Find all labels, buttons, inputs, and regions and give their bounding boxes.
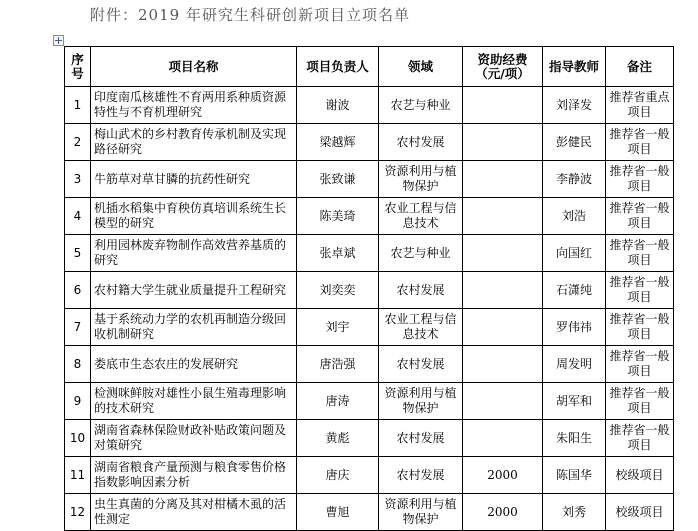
cell-advisor: 朱阳生 [543, 420, 606, 457]
cell-funding [463, 420, 543, 457]
project-list-table [64, 46, 674, 531]
cell-note: 推荐省一般项目 [606, 272, 674, 309]
table-row [65, 309, 674, 346]
cell-leader: 张致谦 [297, 161, 379, 198]
table-row [65, 420, 674, 457]
cell-note: 校级项目 [606, 494, 674, 531]
cell-funding [463, 198, 543, 235]
cell-field: 农村发展 [379, 124, 463, 161]
cell-project-name: 娄底市生态农庄的发展研究 [91, 346, 297, 383]
cell-project-name: 基于系统动力学的农机再制造分级回收机制研究 [91, 309, 297, 346]
header-seq: 序号 [65, 47, 91, 87]
cell-funding [463, 272, 543, 309]
cell-funding [463, 124, 543, 161]
cell-project-name: 牛筋草对草甘膦的抗药性研究 [91, 161, 297, 198]
cell-advisor: 罗伟祎 [543, 309, 606, 346]
header-note: 备注 [606, 47, 674, 87]
cell-funding: 2000 [463, 457, 543, 494]
cell-field: 农艺与种业 [379, 235, 463, 272]
cell-advisor: 周发明 [543, 346, 606, 383]
cell-advisor: 陈国华 [543, 457, 606, 494]
cell-funding [463, 235, 543, 272]
table-row [65, 494, 674, 531]
cell-field: 农村发展 [379, 346, 463, 383]
cell-seq: 7 [65, 309, 91, 346]
table-move-handle-icon[interactable] [53, 35, 64, 46]
cell-project-name: 利用园林废弃物制作高效营养基质的研究 [91, 235, 297, 272]
cell-seq: 10 [65, 420, 91, 457]
cell-advisor: 刘浩 [543, 198, 606, 235]
cell-leader: 曹旭 [297, 494, 379, 531]
table-row [65, 457, 674, 494]
cell-seq: 4 [65, 198, 91, 235]
cell-note: 推荐省一般项目 [606, 346, 674, 383]
cell-note: 推荐省一般项目 [606, 161, 674, 198]
table-row [65, 383, 674, 420]
header-leader: 项目负责人 [297, 47, 379, 87]
cell-note: 推荐省一般项目 [606, 124, 674, 161]
cell-seq: 2 [65, 124, 91, 161]
cell-seq: 1 [65, 87, 91, 124]
cell-advisor: 胡军和 [543, 383, 606, 420]
table-row [65, 272, 674, 309]
cell-advisor: 李静波 [543, 161, 606, 198]
cell-field: 农村发展 [379, 272, 463, 309]
cell-seq: 5 [65, 235, 91, 272]
table-row [65, 124, 674, 161]
cell-field: 农村发展 [379, 420, 463, 457]
header-field: 领域 [379, 47, 463, 87]
cell-leader: 唐浩强 [297, 346, 379, 383]
cell-note: 推荐省一般项目 [606, 309, 674, 346]
table-row [65, 161, 674, 198]
cell-field: 资源利用与植物保护 [379, 383, 463, 420]
cell-project-name: 印度南瓜核雄性不育两用系种质资源特性与不育机理研究 [91, 87, 297, 124]
cell-funding [463, 87, 543, 124]
cell-field: 农业工程与信息技术 [379, 309, 463, 346]
cell-advisor: 刘秀 [543, 494, 606, 531]
cell-funding [463, 346, 543, 383]
cell-project-name: 农村籍大学生就业质量提升工程研究 [91, 272, 297, 309]
cell-leader: 张卓斌 [297, 235, 379, 272]
cell-leader: 刘奕奕 [297, 272, 379, 309]
header-row [65, 47, 674, 87]
table-row [65, 87, 674, 124]
cell-field: 资源利用与植物保护 [379, 161, 463, 198]
cell-note: 推荐省一般项目 [606, 420, 674, 457]
cell-seq: 3 [65, 161, 91, 198]
cell-seq: 9 [65, 383, 91, 420]
cell-field: 农艺与种业 [379, 87, 463, 124]
cell-seq: 6 [65, 272, 91, 309]
cell-leader: 刘宇 [297, 309, 379, 346]
cell-funding: 2000 [463, 494, 543, 531]
cell-advisor: 石潇纯 [543, 272, 606, 309]
header-advisor: 指导教师 [543, 47, 606, 87]
table-row [65, 346, 674, 383]
cell-project-name: 检测咪鲜胺对雄性小鼠生殖毒理影响的技术研究 [91, 383, 297, 420]
cell-funding [463, 383, 543, 420]
cell-advisor: 彭健民 [543, 124, 606, 161]
cell-leader: 唐庆 [297, 457, 379, 494]
cell-leader: 唐涛 [297, 383, 379, 420]
cell-field: 农业工程与信息技术 [379, 198, 463, 235]
cell-advisor: 向国红 [543, 235, 606, 272]
cell-project-name: 虫生真菌的分离及其对柑橘木虱的活性测定 [91, 494, 297, 531]
document-title: 附件：2019 年研究生科研创新项目立项名单 [90, 6, 410, 24]
cell-project-name: 湖南省粮食产量预测与粮食零售价格指数影响因素分析 [91, 457, 297, 494]
cell-leader: 陈美琦 [297, 198, 379, 235]
header-funding: 资助经费（元/项） [463, 47, 543, 87]
cell-funding [463, 161, 543, 198]
table-row [65, 198, 674, 235]
cell-project-name: 机插水稻集中育秧仿真培训系统生长模型的研究 [91, 198, 297, 235]
cell-project-name: 湖南省森林保险财政补贴政策问题及对策研究 [91, 420, 297, 457]
cell-leader: 黄彪 [297, 420, 379, 457]
cell-note: 推荐省重点项目 [606, 87, 674, 124]
cell-note: 校级项目 [606, 457, 674, 494]
cell-seq: 11 [65, 457, 91, 494]
cell-note: 推荐省一般项目 [606, 198, 674, 235]
table-row [65, 235, 674, 272]
header-project-name: 项目名称 [91, 47, 297, 87]
cell-seq: 12 [65, 494, 91, 531]
cell-leader: 梁越辉 [297, 124, 379, 161]
cell-advisor: 刘泽发 [543, 87, 606, 124]
cell-field: 资源利用与植物保护 [379, 494, 463, 531]
cell-note: 推荐省一般项目 [606, 383, 674, 420]
cell-seq: 8 [65, 346, 91, 383]
cell-field: 农村发展 [379, 457, 463, 494]
cell-funding [463, 309, 543, 346]
cell-project-name: 梅山武术的乡村教育传承机制及实现路径研究 [91, 124, 297, 161]
cell-leader: 谢波 [297, 87, 379, 124]
cell-note: 推荐省一般项目 [606, 235, 674, 272]
